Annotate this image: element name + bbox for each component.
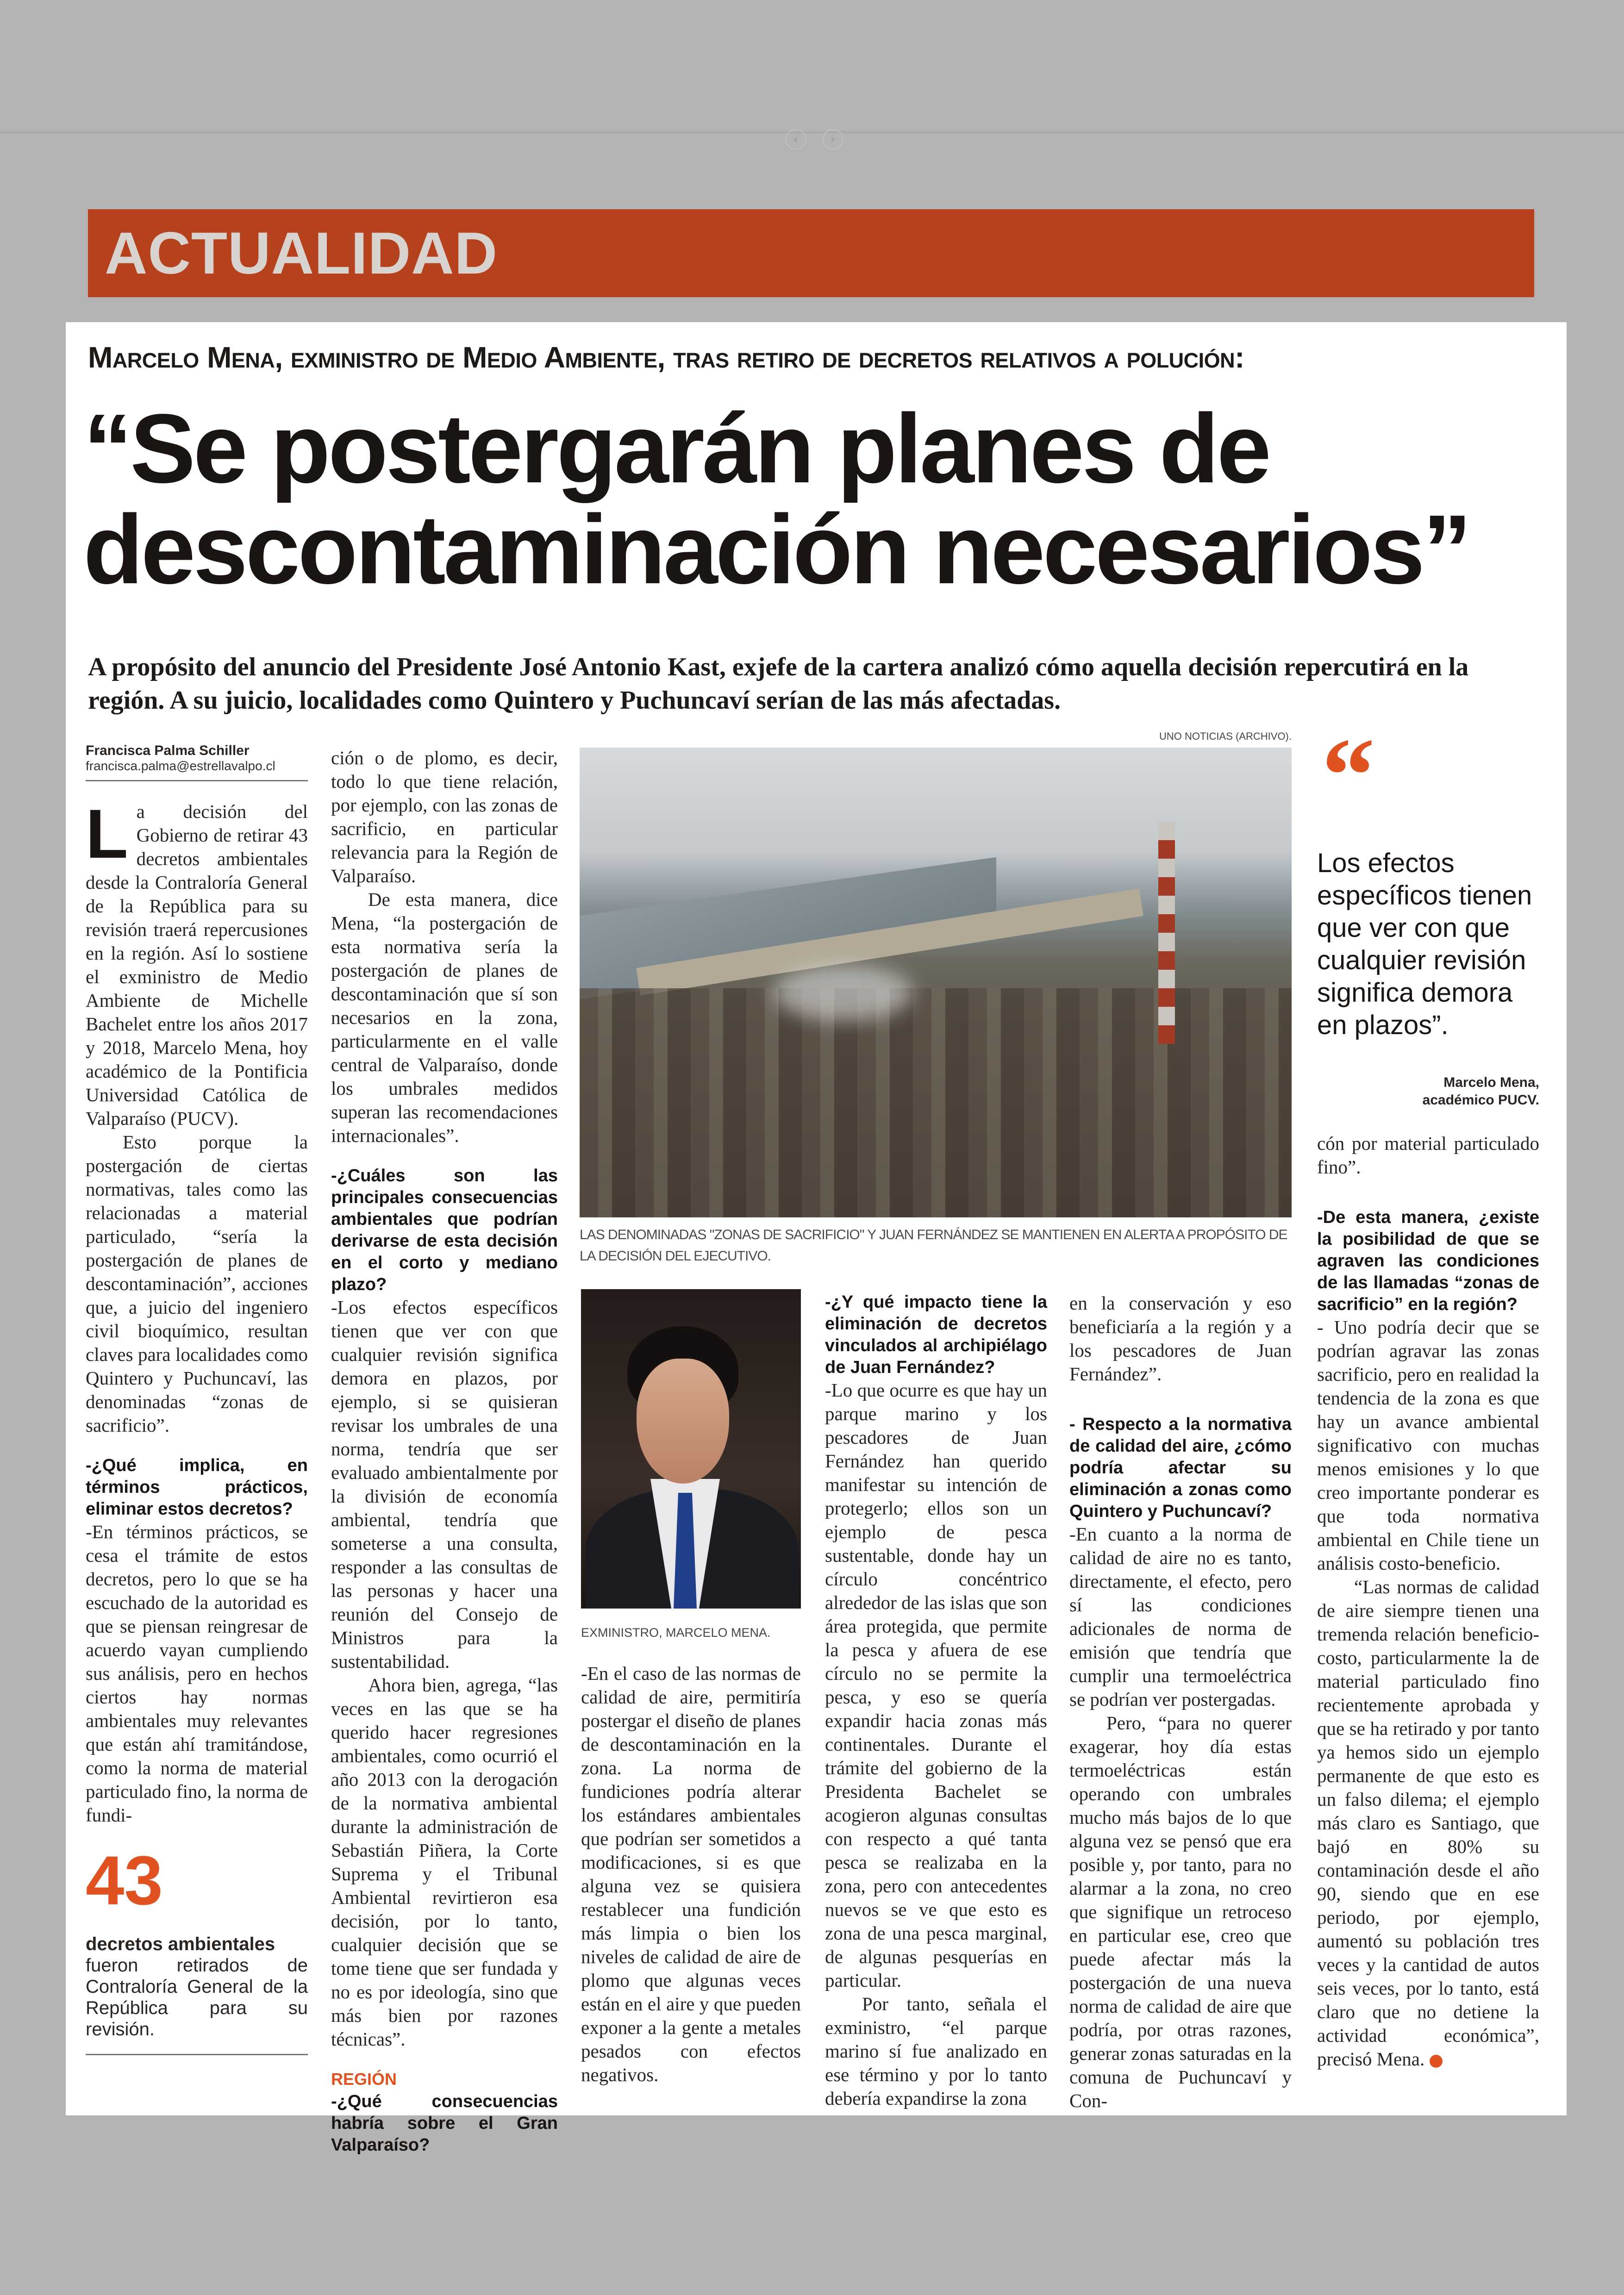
interview-answer: -En cuanto a la norma de calidad de aire no es tanto, directamente, el efecto, pero sí las condiciones adicionales de norma de emisión que tendría que cumplir una termoeléctrica se podrían ver postergadas. xyxy=(1069,1523,1292,1710)
interview-answer: - Uno podría decir que se podrían agravar las zonas sacrificio, pero en realidad la tendencia de la zona es que hay un avance ambiental significativo con muchas menos emisiones y lo que creo importante ponderar es que toda normativa ambiental en Chile tiene un análisis costo-beneficio. xyxy=(1317,1316,1539,1574)
paragraph: en la conservación y eso beneficiaría a la región y a los pescadores de Juan Fernández”. xyxy=(1069,1292,1292,1384)
divider xyxy=(86,780,308,781)
column-4 xyxy=(825,1291,1047,2110)
interview-question: -De esta manera, ¿existe la posibilidad de que se agraven las condiciones de las llamadas “zonas de sacrificio” en la región? xyxy=(1317,1208,1539,1314)
portrait-caption: EXMINISTRO, MARCELO MENA. xyxy=(581,1626,771,1640)
photo-caption: LAS DENOMINADAS "ZONAS DE SACRIFICIO" Y JUAN FERNÁNDEZ SE MANTIENEN EN ALERTA A PROPÓSITO DE LA DECISIÓN DEL EJECUTIVO. xyxy=(580,1227,1287,1264)
pull-quote xyxy=(1317,716,1539,1109)
pull-quote-author-name: Marcelo Mena, xyxy=(1443,1075,1539,1090)
divider xyxy=(86,2054,308,2055)
column-1 xyxy=(86,743,308,2074)
next-page-button[interactable] xyxy=(822,129,843,150)
paragraph: Por tanto, señala el exministro, “el parque marino sí fue analizado en ese término y por lo tanto debería expandirse la zona xyxy=(825,1993,1047,2109)
stat-label: decretos ambientales xyxy=(86,1934,275,1954)
paragraph: Pero, “para no querer exagerar, hoy día estas termoeléctricas están operando con umbrales mucho más bajos de lo que alguna vez se pensó que era posible y, por tanto, para no alarmar a la zona, no creo que signifique un retroceso en particular ese, creo que puede afectar más la postergación de una nueva norma de calidad de aire que podría, por otras razones, generar zonas saturadas en la comuna de Puchuncaví y Con- xyxy=(1069,1712,1292,2111)
stat-description: fueron retirados de Contraloría General de la República para su revisión. xyxy=(86,1955,308,2039)
paragraph xyxy=(1317,1575,1539,2071)
interview-question: -¿Y qué impacto tiene la eliminación de decretos vinculados al archipiélago de Juan Fernández? xyxy=(825,1292,1047,1377)
column-3 xyxy=(581,1662,801,2087)
section-title: ACTUALIDAD xyxy=(105,220,498,287)
chevron-left-icon: ‹ xyxy=(793,132,799,146)
photo-smoke xyxy=(774,965,913,1021)
interview-answer: -Lo que ocurre es que hay un parque marino y los pescadores de Juan Fernández han querido manifestar su intención de protegerlo; ellos son un ejemplo de pesca sustentable, donde hay un círculo concéntrico alrededor de las islas que son área protegida, que permite la pesca y afuera de ese círculo no se permite la pesca, y eso se quería expandir hacia zonas más continentales. Durante el trámite del gobierno de la Presidenta Bachelet se acogieron algunas consultas con respecto a qué tanta pesca se realizaba en la zona, pero con antecedentes nuevos se ve que esto es zona de una pesca marginal, de algunas pesquerías en particular. xyxy=(825,1379,1047,1991)
photo-industrial-plant xyxy=(580,988,1292,1217)
headline-line: “Se postergarán planes de xyxy=(83,393,1269,503)
pull-quote-text: Los efectos específicos tienen que ver con que cualquier revisión significa demora en plazos”. xyxy=(1317,848,1532,1040)
interview-question: - Respecto a la normativa de calidad del aire, ¿cómo podría afectar su eliminación a zonas como Quintero y Puchuncaví? xyxy=(1069,1415,1292,1521)
section-header xyxy=(88,209,1534,297)
article-headline xyxy=(83,393,1470,604)
subsection-label: REGIÓN xyxy=(331,2070,397,2089)
interview-answer: -En términos prácticos, se cesa el trámite de estos decretos, pero lo que se ha escuchado de la autoridad es que se piensan reingresar de acuerdo vayan cumpliendo sus análisis, pero en hechos ciertos hay normas ambientales muy relevantes que están ahí tramitándose, como la norma de material particulado fino, la norma de fundi- xyxy=(86,1521,308,1826)
end-of-article-icon: ✪ xyxy=(1430,2055,1443,2068)
lead-text: a decisión del Gobierno de retirar 43 decretos ambientales desde la Contraloría General de la República para su revisión traerá repercusiones en la región. Así lo sostiene el exministro de Medio Ambiente de Michelle Bachelet entre los años 2017 y 2018, Marcelo Mena, hoy académico de la Pontificia Universidad Católica de Valparaíso (PUCV). xyxy=(86,801,308,1129)
industrial-zone-photo xyxy=(580,748,1292,1217)
closing-text: “Las normas de calidad de aire siempre tienen una tremenda relación beneficio-costo, particularmente la de material particulado fino recientemente aprobada y que se ha retirado y por tanto ya hemos sido un ejemplo permanente de que esto es un falso dilema; el ejemplo más claro es Santiago, que bajó en 80% su contaminación desde el año 90, siendo que en ese periodo, por ejemplo, aumentó su población tres veces y la cantidad de autos seis veces, por lo tanto, está claro que no detiene la actividad económica”, precisó Mena. xyxy=(1317,1576,1539,2070)
photo-credit: UNO NOTICIAS (ARCHIVO). xyxy=(1159,730,1292,742)
portrait-face xyxy=(637,1359,729,1484)
interview-question: -¿Cuáles son las principales consecuencias ambientales que podrían derivarse de esta decisión en el corto y mediano plazo? xyxy=(331,1166,558,1294)
pull-quote-author xyxy=(1317,1074,1539,1109)
article-kicker: Marcelo Mena, exministro de Medio Ambiente, tras retiro de decretos relativos a polución: xyxy=(88,341,1244,374)
interview-answer: -Los efectos específicos tienen que ver con que cualquier revisión significa demora en plazos, por ejemplo, si se quisieran revisar los umbrales de una norma, tendría que ser evaluado ambientalmente por la división de economía ambiental, tendría que someterse a una consulta, responder a las consultas de las personas y hacer una reunión del Consejo de Ministros para la sustentabilidad. xyxy=(331,1297,558,1672)
paragraph: Esto porque la postergación de ciertas normativas, tales como las relacionadas a material particulado, “sería la postergación de planes de descontaminación”, acciones que, a juicio del ingeniero civil bioquímico, resultan claves para localidades como Quintero y Puchuncaví, las denominadas “zonas de sacrificio”. xyxy=(86,1131,308,1436)
byline-email[interactable]: francisca.palma@estrellavalpo.cl xyxy=(86,759,275,773)
column-6 xyxy=(1317,1132,1539,2071)
headline-line: descontaminación necesarios” xyxy=(83,494,1470,604)
interview-answer: -En el caso de las normas de calidad de aire, permitiría postergar el diseño de planes de descontaminación en la zona. La norma de fundiciones podría alterar los estándares ambientales que podrían ser sometidos a modificaciones, si es que alguna vez se quisiera restablecer una fundición más limpia o bien los niveles de calidad de aire de plomo que algunas veces están en el aire y que pueden exponer a la gente a metales pesados con efectos negativos. xyxy=(581,1663,801,2085)
photo-chimney xyxy=(1158,822,1175,1044)
interview-question: -¿Qué consecuencias habría sobre el Gran Valparaíso? xyxy=(331,2092,558,2155)
lead-paragraph xyxy=(86,795,308,1130)
paragraph: Ahora bien, agrega, “las veces en las que se ha querido hacer regresiones ambientales, como ocurrió el año 2013 con la derogación de la normativa ambiental durante la administración de Sebastián Piñera, la Corte Suprema y el Tribunal Ambiental revirtieron esa decisión, por lo tanto, cualquier decisión que se tome tiene que ser fundada y no es por ideología, sino que más bien por razones técnicas”. xyxy=(331,1674,558,2050)
prev-page-button[interactable] xyxy=(785,129,806,150)
drop-cap: L xyxy=(86,795,128,873)
viewer-divider xyxy=(0,131,1624,133)
column-2 xyxy=(331,746,558,2156)
article-deck: A propósito del anuncio del Presidente José Antonio Kast, exjefe de la cartera analizó cómo aquella decisión repercutirá en la región. A su juicio, localidades como Quintero y Puchuncaví serían de las más afectadas. xyxy=(88,653,1469,715)
interview-question: -¿Qué implica, en términos prácticos, eliminar estos decretos? xyxy=(86,1456,308,1519)
quote-mark-icon: “ xyxy=(1322,716,1375,834)
paragraph: ción o de plomo, es decir, todo lo que tiene relación, por ejemplo, con las zonas de sacrificio, en particular relevancia para la Región de Valparaíso. xyxy=(331,747,558,886)
paragraph: De esta manera, dice Mena, “la postergación de esta normativa sería la postergación de planes de descontaminación que sí son necesarios en la zona, particularmente en el valle central de Valparaíso, donde los umbrales medidos superan las recomendaciones internacionales”. xyxy=(331,889,558,1146)
paragraph: cón por material particulado fino”. xyxy=(1317,1133,1539,1178)
chevron-right-icon: › xyxy=(830,132,836,146)
byline-name: Francisca Palma Schiller xyxy=(86,743,250,758)
portrait-photo xyxy=(581,1289,801,1609)
stat-number: 43 xyxy=(86,1841,163,1919)
pull-quote-author-role: académico PUCV. xyxy=(1422,1092,1539,1108)
column-5 xyxy=(1069,1291,1292,2113)
